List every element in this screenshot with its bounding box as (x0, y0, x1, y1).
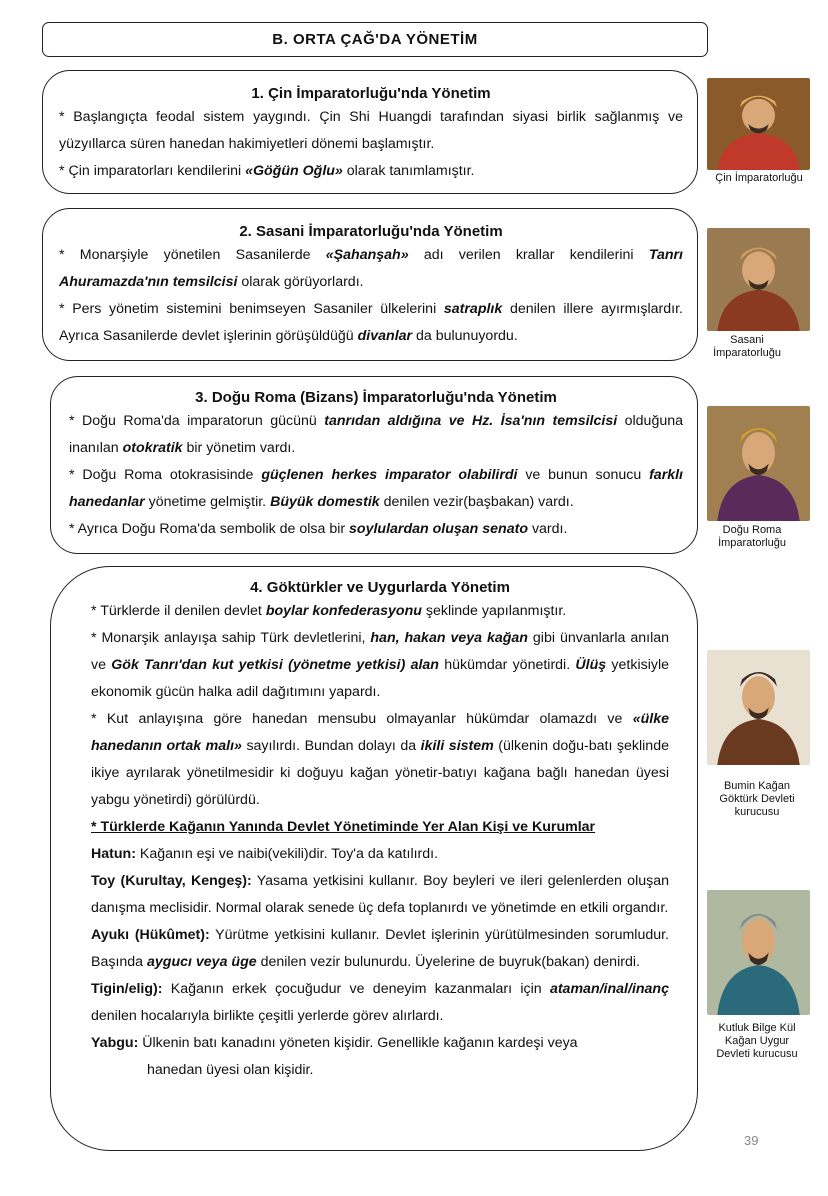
emphasized-text: Toy (Kurultay, Kengeş): (91, 873, 252, 889)
emphasized-text: otokratik (122, 440, 183, 456)
section-heading: 3. Doğu Roma (Bizans) İmparatorluğu'nda Yönetim (195, 389, 557, 406)
portrait-byzantine (707, 406, 810, 521)
text-segment: Kağanın eşi ve naibi(vekili)dir. Toy'a da katılırdı. (135, 846, 439, 862)
section-gokturk (50, 566, 698, 1151)
text-segment: Kağanın erkek çocuğudur ve deneyim kazanmaları için (162, 981, 550, 997)
portrait-illustration (707, 650, 810, 765)
portrait-caption: Çin İmparatorluğu (715, 172, 803, 184)
text-segment: denilen vezir(başbakan) vardı. (379, 494, 574, 510)
paragraph (69, 408, 683, 462)
portrait-caption: Sasani İmparatorluğu (713, 334, 781, 359)
portrait-illustration (707, 78, 810, 170)
paragraph (91, 841, 669, 868)
text-segment: Ülkenin batı kanadını yöneten kişidir. Genellikle kağanın kardeşi veya (138, 1035, 578, 1051)
text-segment: * Türklerde il denilen devlet (91, 603, 266, 619)
text-segment: * Monarşik anlayışa sahip Türk devletlerini, (91, 630, 371, 646)
paragraph (59, 158, 683, 185)
paragraph (91, 922, 669, 976)
paragraph (91, 1057, 669, 1084)
portrait-bumin-kagan (707, 650, 810, 765)
text-segment: * Başlangıçta feodal sistem yaygındı. Çin Shi Huangdi tarafından siyasi birlik sağlanmış ve yüzyıllarca süren hanedan hakimiyetleri dönemi başlamıştır. (59, 109, 683, 152)
text-segment: Yürütme yetkisini kullanır. Devlet işlerinin yürütülmesinden sorumludur. Başında (91, 927, 670, 970)
text-segment: (ülkenin doğu-batı şeklinde ikiye ayrılarak yönetilmesidir ki doğuyu kağan yönetir-batıyı kağana bağlı hanedan üyesi yabgu yönetirdi) görülürdü. (91, 738, 669, 808)
emphasized-text: ikili sistem (420, 738, 494, 754)
portrait-caption: Doğu Roma İmparatorluğu (718, 524, 786, 549)
section-byzantine (50, 376, 698, 554)
text-segment: * Doğu Roma'da imparatorun gücünü (69, 413, 325, 429)
paragraph (91, 976, 669, 1030)
emphasized-text: farklı hanedanlar (69, 467, 683, 510)
text-segment: sayılırdı. Bundan dolayı da (241, 738, 421, 754)
paragraph (59, 296, 683, 350)
text-segment: gibi ünvanlarla anılan ve (91, 630, 670, 673)
text-segment: da bulunuyordu. (412, 328, 518, 344)
portrait-kutluk-bilge (707, 890, 810, 1015)
section-heading: 1. Çin İmparatorluğu'nda Yönetim (251, 85, 491, 102)
emphasized-text: Ülüş (575, 657, 607, 673)
text-segment: bir yönetim vardı. (182, 440, 296, 456)
emphasized-text: ataman/inal/inanç (549, 981, 669, 997)
text-segment: hanedan üyesi olan kişidir. (147, 1062, 314, 1078)
emphasized-text: * Türklerde Kağanın Yanında Devlet Yönetiminde Yer Alan Kişi ve Kurumlar (91, 819, 596, 835)
emphasized-text: «Şahanşah» (325, 247, 409, 263)
emphasized-text: satraplık (443, 301, 503, 317)
text-segment: şeklinde yapılanmıştır. (421, 603, 567, 619)
text-segment: hükümdar yönetirdi. (438, 657, 576, 673)
portrait-illustration (707, 228, 810, 331)
emphasized-text: Yabgu: (91, 1035, 139, 1051)
emphasized-text: «ülke hanedanın ortak malı» (91, 711, 669, 754)
emphasized-text: Tanrı Ahuramazda'nın temsilcisi (59, 247, 683, 290)
text-segment: olarak tanımlamıştır. (342, 163, 475, 179)
paragraph (59, 104, 683, 158)
text-segment: * Doğu Roma otokrasisinde (69, 467, 262, 483)
text-segment: yönetime gelmiştir. (144, 494, 271, 510)
portrait-sasani (707, 228, 810, 331)
emphasized-text: aygucı veya üge (147, 954, 257, 970)
text-segment: olarak görüyorlardı. (237, 274, 364, 290)
portrait-china (707, 78, 810, 170)
text-segment: olduğuna inanılan (69, 413, 684, 456)
emphasized-text: Büyük domestik (270, 494, 380, 510)
text-segment: * Ayrıca Doğu Roma'da sembolik de olsa bir (69, 521, 350, 537)
text-segment: denilen illere ayırmışlardır. Ayrıca Sasanilerde devlet işlerinin görüşüldüğü (59, 301, 683, 344)
portrait-illustration (707, 890, 810, 1015)
emphasized-text: Hatun: (91, 846, 136, 862)
paragraph (91, 706, 669, 814)
portrait-caption: Kutluk Bilge Kül Kağan Uygur Devleti kurucusu (716, 1022, 798, 1060)
paragraph (91, 1030, 669, 1057)
paragraph (91, 814, 669, 841)
text-segment: * Monarşiyle yönetilen Sasanilerde (59, 247, 326, 263)
emphasized-text: «Göğün Oğlu» (245, 163, 343, 179)
text-segment: Yasama yetkisini kullanır. Boy beyleri ve ileri gelenlerden oluşan danışma meclisidir. Normal olarak senede üç defa toplanırdı ve yönetimde en etkili organdır. (91, 873, 669, 916)
portrait-caption: Bumin Kağan Göktürk Devleti kurucusu (719, 780, 795, 818)
paragraph (91, 625, 669, 706)
text-segment: ve bunun sonucu (517, 467, 650, 483)
paragraph (69, 516, 683, 543)
paragraph (91, 598, 669, 625)
emphasized-text: han, hakan veya kağan (370, 630, 528, 646)
text-segment: yetkisiyle ekonomik gücün halka adil dağıtımını yapardı. (91, 657, 669, 700)
text-segment: denilen vezir bulunurdu. Üyelerine de buyruk(bakan) denirdi. (256, 954, 640, 970)
section-sasani (42, 208, 698, 361)
emphasized-text: Ayukı (Hükûmet): (91, 927, 210, 943)
text-segment: * Kut anlayışına göre hanedan mensubu olmayanlar hükümdar olamazdı ve (91, 711, 633, 727)
text-segment: denilen hocalarıyla birlikte çeşitli yerlerde görev alırlardı. (91, 1008, 444, 1024)
emphasized-text: tanrıdan aldığına ve Hz. İsa'nın temsilcisi (324, 413, 618, 429)
text-segment: * Çin imparatorları kendilerini (59, 163, 246, 179)
emphasized-text: soylulardan oluşan senato (349, 521, 528, 537)
portrait-illustration (707, 406, 810, 521)
paragraph (91, 868, 669, 922)
section-china (42, 70, 698, 194)
text-segment: * Pers yönetim sistemini benimseyen Sasaniler ülkelerini (59, 301, 444, 317)
emphasized-text: güçlenen herkes imparator olabilirdi (261, 467, 518, 483)
paragraph (59, 242, 683, 296)
page-number: 39 (744, 1133, 759, 1148)
emphasized-text: Tigin/elig): (91, 981, 163, 997)
page-title: B. ORTA ÇAĞ'DA YÖNETİM (42, 22, 708, 57)
paragraph (69, 462, 683, 516)
emphasized-text: boylar konfederasyonu (265, 603, 422, 619)
section-heading: 2. Sasani İmparatorluğu'nda Yönetim (239, 223, 503, 240)
section-heading: 4. Göktürkler ve Uygurlarda Yönetim (250, 579, 510, 596)
text-segment: adı verilen krallar kendilerini (408, 247, 649, 263)
emphasized-text: divanlar (357, 328, 413, 344)
emphasized-text: Gök Tanrı'dan kut yetkisi (yönetme yetkisi) alan (111, 657, 439, 673)
text-segment: vardı. (528, 521, 568, 537)
